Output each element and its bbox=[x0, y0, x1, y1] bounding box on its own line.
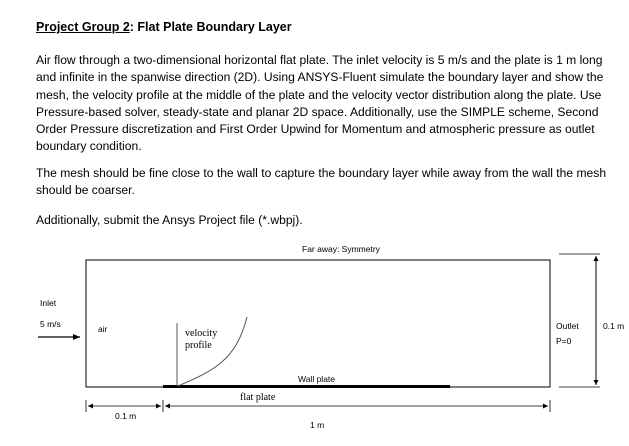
upstream-length-label: 0.1 m bbox=[115, 411, 137, 421]
domain-boundary bbox=[86, 260, 550, 387]
title-prefix: Project Group 2 bbox=[36, 20, 130, 34]
flat-plate-label: flat plate bbox=[240, 392, 276, 403]
paragraph-mesh: The mesh should be fine close to the wall to capture the boundary layer while away from the wall the mesh should be coarser. bbox=[36, 166, 607, 198]
outlet-pressure-label: P=0 bbox=[556, 336, 572, 346]
inlet-label: Inlet bbox=[40, 298, 57, 308]
air-label: air bbox=[98, 324, 108, 334]
paragraph-submission: Additionally, submit the Ansys Project file (*.wbpj). bbox=[36, 213, 303, 227]
paragraph-description: Air flow through a two-dimensional horizontal flat plate. The inlet velocity is 5 m/s and the plate is 1 m long and infinite in the spanwise direction (2D). Using ANSYS-Fluent simulate the boundary layer and show the mesh, the velocity profile at the middle of the plate and the velocity vector distribution along the plate. Use Pressure-based solver, steady-state and planar 2D space. Additionally, use the SIMPLE scheme, Second Order Pressure discretization and First Order Upwind for Momentum and atmospheric pressure as outlet boundary condition. bbox=[36, 53, 604, 154]
wall-plate-label: Wall plate bbox=[298, 374, 336, 384]
plate-length-label: 1 m bbox=[310, 420, 325, 430]
symmetry-label: Far away: Symmetry bbox=[302, 244, 380, 254]
velocity-label: velocity bbox=[185, 328, 218, 339]
height-label: 0.1 m bbox=[603, 321, 625, 331]
outlet-label: Outlet bbox=[556, 321, 579, 331]
inlet-velocity-label: 5 m/s bbox=[40, 319, 61, 329]
title-suffix: : Flat Plate Boundary Layer bbox=[129, 20, 292, 34]
profile-label: profile bbox=[185, 340, 212, 351]
